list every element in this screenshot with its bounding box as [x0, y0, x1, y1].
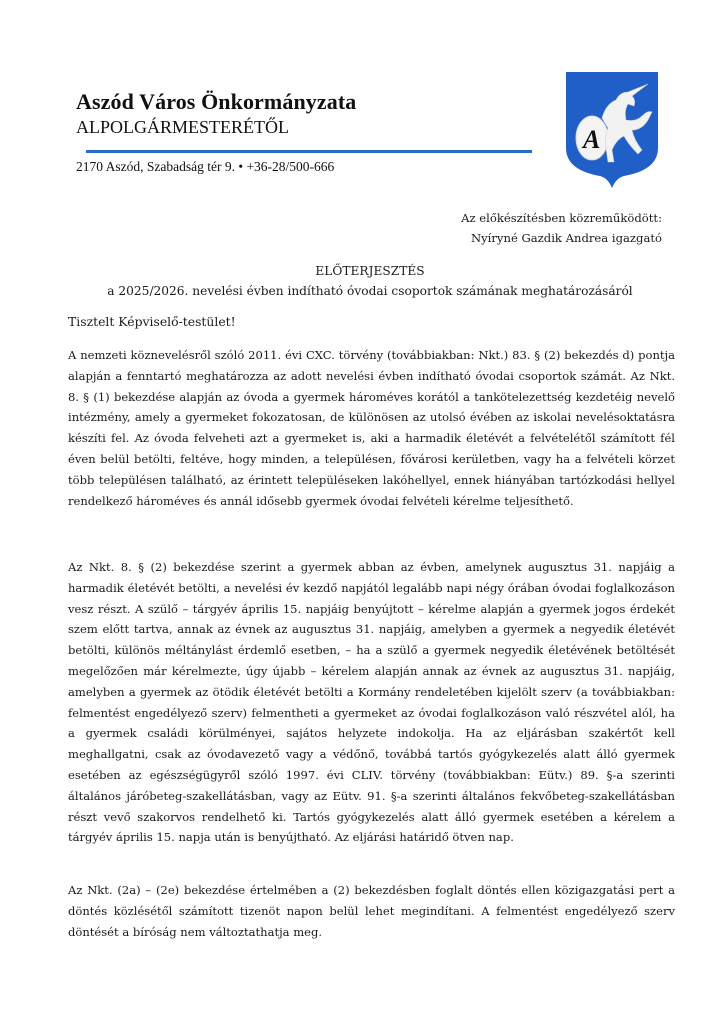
- document-title: ELŐTERJESZTÉS: [315, 264, 425, 278]
- letterhead-rule: [86, 150, 532, 153]
- body-paragraph: A nemzeti köznevelésről szóló 2011. évi CXC. törvény (továbbiakban: Nkt.) 83. § (2) bekezdés d) pontja alapján a fenntartó meghatározza az adott nevelési évben indítható óvodai csoportok számát. Az Nkt. 8. § (1) bekezdése alapján az óvoda a gyermek hároméves korától a tankötelezettség kezdetéig nevelő intézmény, amely a gyermeket fokozatosan, de különösen az utolsó évében az iskolai nevelésoktatásra készíti fel. Az óvoda felveheti azt a gyermeket is, aki a harmadik életévét a felvételétől számított fél éven belül betölti, feltéve, hogy minden, a településen, fővárosi kerületben, vagy ha a felvételi körzet több településen található, az érintett településeken lakóhellyel, ennek hiányában tartózkodási hellyel rendelkező hároméves és annál idősebb gyermek óvodai felvételi kérelme teljesíthető.: [68, 348, 675, 508]
- monogram-letter: A: [583, 125, 601, 154]
- salutation: Tisztelt Képviselő-testület!: [68, 314, 236, 329]
- organization-name: Aszód Város Önkormányzata: [76, 89, 357, 114]
- contributor-block: [461, 208, 662, 248]
- contributor-name: Nyíryné Gazdik Andrea igazgató: [470, 231, 662, 245]
- contributor-label: Az előkészítésben közreműködött:: [461, 211, 662, 225]
- address-line: 2170 Aszód, Szabadság tér 9. • +36-28/500-666: [76, 159, 335, 174]
- body-paragraph: Az Nkt. 8. § (2) bekezdése szerint a gyermek abban az évben, amelynek augusztus 31. napjáig a harmadik életévét betölti, a nevelési év kezdő napjától legalább napi négy órában óvodai foglalkozáson vesz részt. A szülő – tárgyév április 15. napjáig benyújtott – kérelme alapján a gyermek jogos érdekét szem előtt tartva, annak az évnek az augusztus 31. napjáig, amelyben a gyermek a negyedik életévét betölti, különös méltánylást érdemlő esetben, – ha a szülő a gyermek negyedik életévének betöltését megelőzően már kérelmezte, úgy újabb – kérelem alapján annak az évnek az augusztus 31. napjáig, amelyben a gyermek az ötödik életévét betölti a Kormány rendeletében kijelölt szerv (a továbbiakban: felmentést engedélyező szerv) felmentheti a gyermeket az óvodai foglalkozáson való részvétel alól, ha a gyermek családi körülményei, sajátos helyzete indokolja. Ha az eljárásban szakértőt kell meghallgatni, csak az óvodavezető vagy a védőnő, továbbá tartós gyógykezelés alatt álló gyermek esetében az egészségügyről szóló 1997. évi CLIV. törvény (továbbiakban: Eütv.) 89. §-a szerinti általános járóbeteg-szakellátásban, vagy az Eütv. 91. §-a szerinti általános fekvőbeteg-szakellátásban részt vevő szakorvos rendelhető ki. Tartós gyógykezelés alatt álló gyermek esetében a kérelem a tárgyév április 15. napja után is benyújtható. Az eljárási határidő ötven nap.: [68, 560, 675, 845]
- coat-of-arms-icon: [562, 70, 662, 190]
- body-paragraph: Az Nkt. (2a) – (2e) bekezdése értelmében a (2) bekezdésben foglalt döntés ellen közigazgatási pert a döntés közlésétől számított tizenöt napon belül lehet megindítani. A felmentést engedélyező szerv döntését a bíróság nem változtathatja meg.: [68, 883, 675, 939]
- office-name: ALPOLGÁRMESTERÉTŐL: [76, 117, 289, 137]
- document-subtitle: a 2025/2026. nevelési évben indítható óvodai csoportok számának meghatározásáról: [107, 284, 633, 298]
